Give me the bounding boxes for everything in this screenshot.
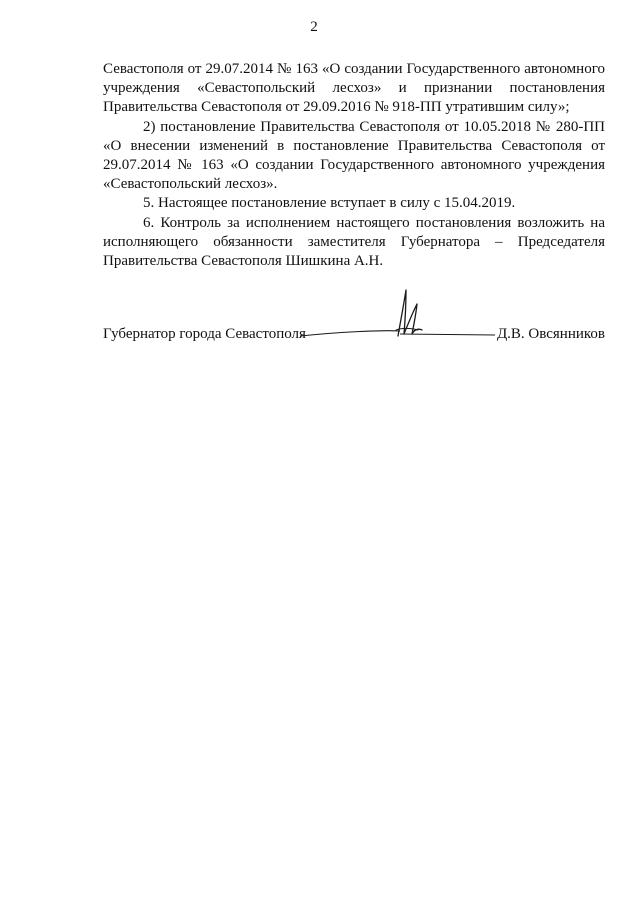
signature-block [103, 324, 605, 344]
signatory-name: Д.В. Овсянников [496, 326, 605, 342]
document-body [103, 60, 605, 271]
signatory-position: Губернатор города Севастополя [103, 326, 306, 342]
paragraph-item-2: 2) постановление Правительства Севастополя от 10.05.2018 № 280-ПП «О внесении изменений в постановление Правительства Севастополя от 29.07.2014 № 163 «О создании Государственного автономного учреждения «Севастопольский лесхоз». [103, 118, 605, 193]
page-number: 2 [310, 19, 318, 35]
paragraph-item-5: 5. Настоящее постановление вступает в силу с 15.04.2019. [143, 195, 516, 212]
paragraph-item-6: 6. Контроль за исполнением настоящего постановления возложить на исполняющего обязанности заместителя Губернатора – Председателя Правительства Севастополя Шишкина А.Н. [103, 214, 605, 270]
paragraph-continuation: Севастополя от 29.07.2014 № 163 «О создании Государственного автономного учреждения «Севастопольский лесхоз» и признании постановления Правительства Севастополя от 29.09.2016 № 918-ПП утратившим силу»; [103, 61, 605, 116]
